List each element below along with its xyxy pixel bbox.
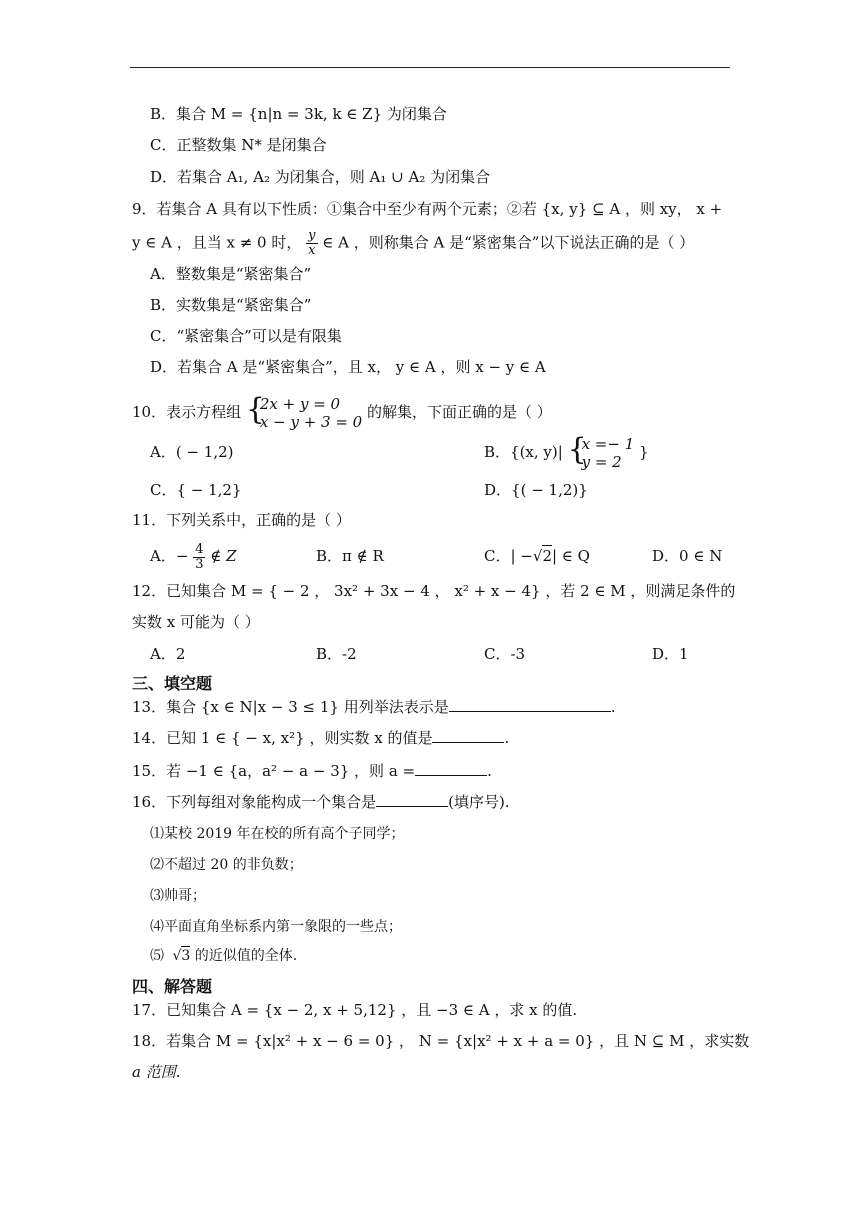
- q16: [132, 792, 510, 812]
- q16-item-5-radicand: 3: [181, 948, 191, 964]
- q10-option-b-eq1: x =− 1: [581, 435, 635, 453]
- q15-period: .: [487, 762, 492, 780]
- q14-answer-blank[interactable]: [432, 728, 504, 743]
- q10-equation-2: x − y + 3 = 0: [259, 413, 363, 431]
- q11-stem: 11．下列关系中，正确的是（ ）: [132, 511, 351, 529]
- q11-option-a-numerator: 4: [195, 541, 204, 557]
- q14-period: .: [504, 729, 510, 747]
- q17: 17．已知集合 A = {x − 2, x + 5,12} ，且 −3 ∈ A ，求 x 的值.: [132, 1001, 578, 1019]
- header-rule: [130, 67, 730, 68]
- q10-option-b-pre: B．{(x, y)|: [484, 443, 563, 461]
- q11-option-c-pre: C．| −: [484, 547, 533, 565]
- q18-line2: a 范围.: [132, 1063, 181, 1081]
- q15: [132, 761, 492, 781]
- q16-item-2: ⑵不超过 20 的非负数；: [150, 857, 303, 873]
- q9-fraction-numerator: y: [308, 228, 316, 243]
- q18-line1: 18．若集合 M = {x|x² + x − 6 = 0} ， N = {x|x² + x + a = 0} ，且 N ⊆ M ，求实数: [132, 1032, 750, 1050]
- q15-text: 15．若 −1 ∈ {a，a² − a − 3} ，则 a =: [132, 762, 416, 780]
- q11-option-a-fraction: [193, 543, 205, 572]
- q11-option-a: [150, 540, 237, 572]
- q10-option-b: [484, 434, 649, 471]
- q15-answer-blank[interactable]: [415, 761, 487, 776]
- q8-option-d: D．若集合 A₁, A₂ 为闭集合，则 A₁ ∪ A₂ 为闭集合: [150, 168, 491, 186]
- q16-item-3: ⑶帅哥；: [150, 888, 206, 904]
- q10-option-b-eq2: y = 2: [581, 453, 622, 471]
- q16-item-4: ⑷平面直角坐标系内第一象限的一些点；: [150, 919, 402, 935]
- q14-text: 14．已知 1 ∈ { − x, x²} ，则实数 x 的值是: [132, 729, 433, 747]
- q10-equation-system: [245, 392, 363, 431]
- q10-equation-1: 2x + y = 0: [259, 395, 341, 413]
- q9-option-c: C．“紧密集合”可以是有限集: [150, 327, 342, 345]
- q11-option-c-post: | ∈ Q: [551, 547, 590, 565]
- q9-fraction-denominator: x: [308, 243, 316, 258]
- q10-option-a: A．( − 1,2): [150, 443, 234, 461]
- q16-item-5-text: 的近似值的全体.: [190, 948, 298, 964]
- section-heading-fill-in: 三、填空题: [132, 674, 213, 693]
- sqrt-icon: √: [172, 948, 182, 964]
- q12-stem-line2: 实数 x 可能为（ ）: [132, 613, 260, 631]
- q12-option-a: A．2: [150, 645, 186, 663]
- q16-text: 16．下列每组对象能构成一个集合是: [132, 793, 377, 811]
- q10-option-c: C．{ − 1,2}: [150, 481, 242, 499]
- q16-item-5-marker: ⑸: [150, 948, 164, 964]
- left-brace-icon: {: [567, 432, 587, 467]
- q10-stem: [132, 394, 552, 431]
- left-brace-icon: {: [245, 392, 265, 427]
- q8-option-b: B．集合 M = {n|n = 3k, k ∈ Z} 为闭集合: [150, 105, 447, 123]
- q11-option-d: D．0 ∈ N: [652, 547, 723, 565]
- q10-option-b-system: [567, 432, 635, 471]
- q11-option-c: [484, 546, 590, 566]
- q12-stem-line1: 12．已知集合 M = { − 2 ， 3x² + 3x − 4 ， x² + x − 4} ，若 2 ∈ M ，则满足条件的: [132, 582, 736, 600]
- q13-period: .: [610, 698, 616, 716]
- q9-option-a: A．整数集是“紧密集合”: [150, 265, 312, 283]
- q12-option-d: D．1: [652, 645, 689, 663]
- q8-option-c: C．正整数集 N* 是闭集合: [150, 136, 327, 154]
- q16-answer-blank[interactable]: [376, 792, 448, 807]
- q9-stem-line2-post: ∈ A ，则称集合 A 是“紧密集合”以下说法正确的是（ ）: [322, 233, 695, 252]
- q13-answer-blank[interactable]: [449, 697, 611, 712]
- q11-option-a-post: ∉ Z: [210, 547, 237, 565]
- q11-option-a-pre: A．−: [150, 547, 189, 565]
- q16-item-1: ⑴某校 2019 年在校的所有高个子同学；: [150, 826, 405, 842]
- q14: [132, 728, 509, 748]
- q9-stem-line2: [132, 229, 694, 258]
- q10-stem-pre: 10．表示方程组: [132, 403, 242, 421]
- q13-text: 13．集合 {x ∈ N|x − 3 ≤ 1} 用列举法表示是: [132, 698, 449, 716]
- q16-hint: (填序号).: [448, 793, 510, 811]
- q9-option-b: B．实数集是“紧密集合”: [150, 296, 312, 314]
- q13: [132, 697, 616, 717]
- q10-option-b-post: }: [639, 443, 649, 461]
- q9-stem-line1: 9．若集合 A 具有以下性质：①集合中至少有两个元素；②若 {x, y} ⊆ A ，则 xy， x +: [132, 200, 723, 218]
- section-heading-solutions: 四、解答题: [132, 977, 213, 996]
- sqrt-icon: √: [532, 547, 543, 565]
- q10-stem-post: 的解集，下面正确的是（ ）: [367, 403, 552, 421]
- q10-option-d: D．{( − 1,2)}: [484, 481, 588, 499]
- q11-option-a-denominator: 3: [195, 556, 204, 572]
- q11-option-c-radicand: 2: [542, 547, 552, 565]
- q9-fraction: [306, 229, 317, 258]
- q12-option-b: B．-2: [316, 645, 357, 663]
- q9-stem-line2-pre: y ∈ A ，且当 x ≠ 0 时，: [132, 233, 302, 252]
- q12-option-c: C．-3: [484, 645, 526, 663]
- q11-option-b: B．π ∉ R: [316, 547, 384, 565]
- q16-item-5: [150, 946, 297, 966]
- q9-option-d: D．若集合 A 是“紧密集合”，且 x， y ∈ A ，则 x − y ∈ A: [150, 358, 546, 376]
